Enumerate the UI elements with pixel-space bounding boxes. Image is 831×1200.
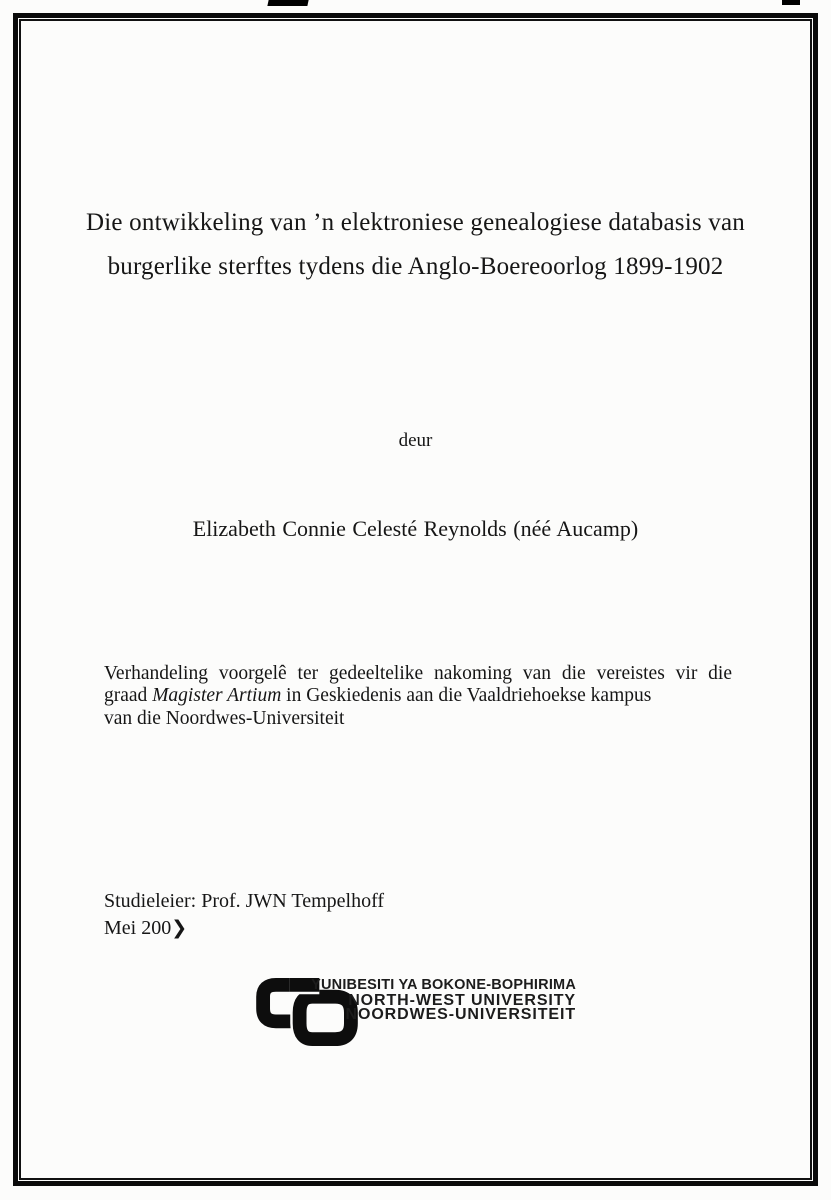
author-name: Elizabeth Connie Celesté Reynolds (néé Aucamp) xyxy=(192,516,639,541)
declaration-line-2 xyxy=(104,685,732,707)
university-name-afrikaans: NOORDWES-UNIVERSITEIT xyxy=(345,1005,576,1023)
thesis-title-line-2: burgerlike sterftes tydens die Anglo-Boereoorlog 1899-1902 xyxy=(107,253,724,280)
thesis-title-line-1: Die ontwikkeling van ’n elektroniese genealogiese databasis van xyxy=(86,209,745,236)
university-wordmark xyxy=(311,977,576,1021)
degree-declaration xyxy=(104,663,732,730)
supervisor-line: Studieleier: Prof. JWN Tempelhoff xyxy=(104,890,385,912)
declaration-line-3: van die Noordwes-Universiteit xyxy=(104,707,345,729)
university-name-setswana: YUNIBESITI YA BOKONE-BOPHIRIMA xyxy=(311,977,576,993)
degree-name: Magister Artium xyxy=(152,685,282,707)
scan-artifact xyxy=(267,0,308,6)
scan-artifact xyxy=(782,0,800,5)
date-line xyxy=(104,915,384,942)
handwritten-seven: ❯ xyxy=(171,916,188,939)
declaration-line-1: Verhandeling voorgelê ter gedeeltelike nakoming van die vereistes vir die xyxy=(104,663,732,684)
university-name-english: NORTH-WEST UNIVERSITY xyxy=(348,992,576,1009)
byline-deur: deur xyxy=(398,430,433,451)
declaration-line-2-prefix: graad xyxy=(104,685,153,707)
thesis-title xyxy=(30,201,801,289)
supervisor-block xyxy=(104,888,384,941)
declaration-line-2-suffix: in Geskiedenis aan die Vaaldriehoekse kampus xyxy=(281,685,652,707)
date-prefix: Mei 200 xyxy=(104,916,172,939)
